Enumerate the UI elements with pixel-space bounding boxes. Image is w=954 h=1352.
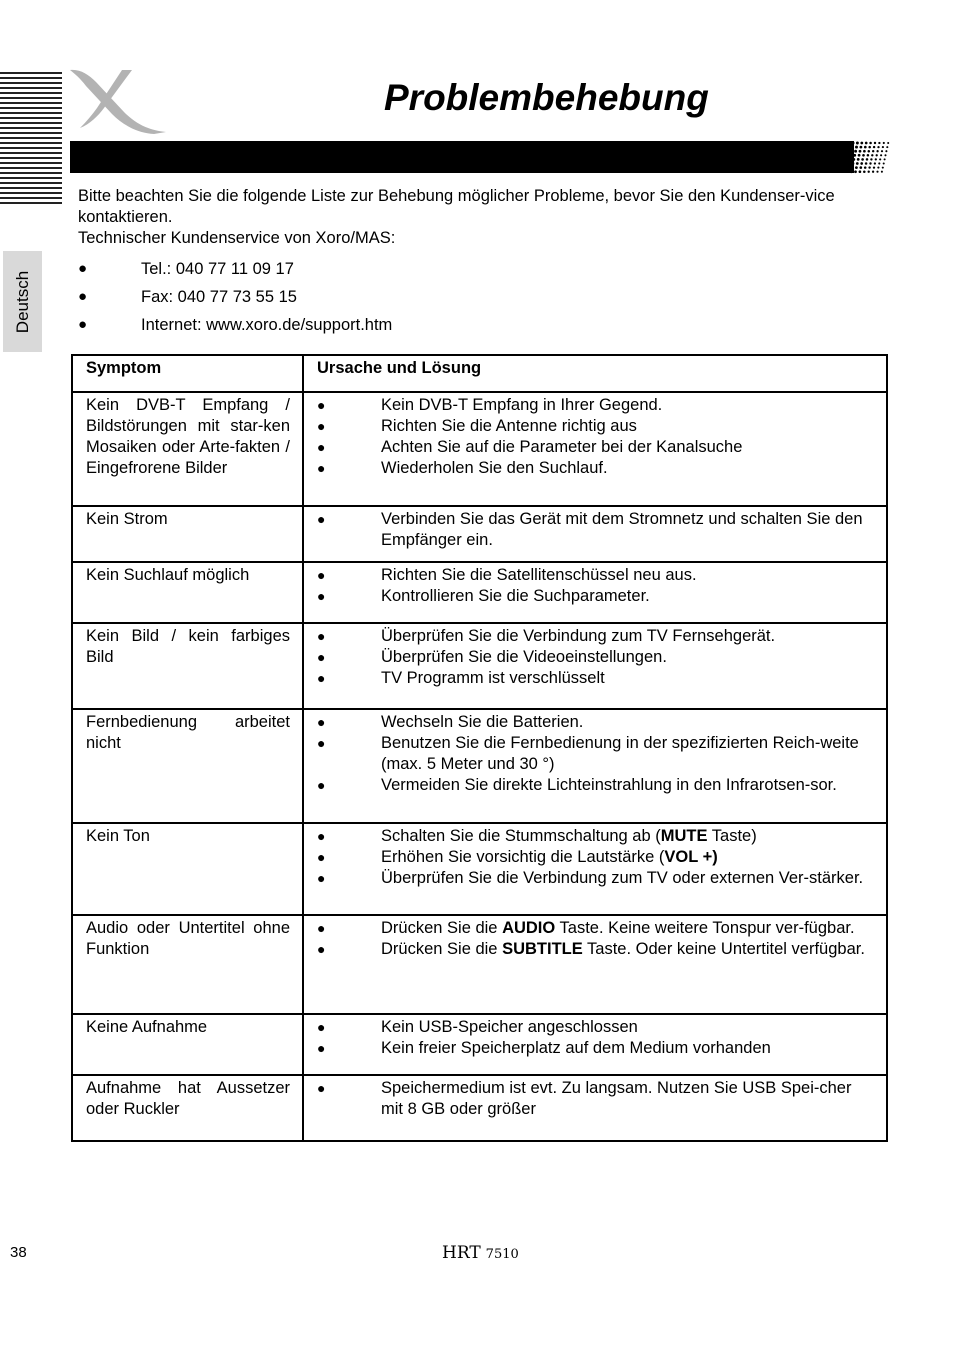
solution-item: [317, 416, 866, 437]
solution-list: [317, 509, 866, 551]
bullet-icon: ●: [317, 460, 326, 476]
bullet-icon: ●: [317, 828, 326, 844]
contact-fax-text: Fax: 040 77 73 55 15: [141, 288, 297, 306]
bullet-icon: ●: [317, 1080, 326, 1096]
solution-cell: [303, 506, 887, 562]
solution-list: [317, 395, 866, 479]
contact-phone-text: Tel.: 040 77 11 09 17: [141, 260, 294, 278]
table-row: [72, 1075, 887, 1141]
contact-fax: [78, 283, 888, 311]
bullet-icon: ●: [317, 849, 326, 865]
bullet-icon: ●: [78, 260, 88, 277]
solution-text: Verbinden Sie das Gerät mit dem Stromnetz und schalten Sie den Empfänger ein.: [381, 510, 863, 549]
solution-list: [317, 565, 866, 607]
solution-text: Kein freier Speicherplatz auf dem Medium vorhanden: [381, 1039, 771, 1057]
header-solution: Ursache und Lösung: [303, 355, 887, 392]
solution-text: Taste. Oder keine Untertitel verfügbar.: [582, 940, 865, 958]
solution-item: [317, 395, 866, 416]
solution-item: [317, 868, 866, 889]
bullet-icon: ●: [317, 649, 326, 665]
solution-cell: [303, 392, 887, 506]
symptom-cell: Audio oder Untertitel ohne Funktion: [72, 915, 303, 1014]
model-number: 7510: [485, 1247, 519, 1262]
solution-text: Speichermedium ist evt. Zu langsam. Nutzen Sie USB Spei-cher mit 8 GB oder größer: [381, 1079, 852, 1118]
solution-item: [317, 939, 866, 960]
solution-key-name: SUBTITLE: [502, 940, 583, 958]
solution-cell: [303, 623, 887, 709]
solution-item: [317, 733, 866, 775]
dot-pattern-icon: [850, 140, 892, 174]
solution-text: Erhöhen Sie vorsichtig die Lautstärke (: [381, 848, 665, 866]
symptom-cell: Kein DVB-T Empfang / Bildstörungen mit star-ken Mosaiken oder Arte-fakten / Eingefrorene Bilder: [72, 392, 303, 506]
language-tab-label: Deutsch: [12, 270, 32, 333]
solution-text: Taste. Keine weitere Tonspur ver-fügbar.: [555, 919, 855, 937]
contact-list: [78, 255, 888, 339]
bullet-icon: ●: [317, 567, 326, 583]
solution-text: Überprüfen Sie die Videoeinstellungen.: [381, 648, 667, 666]
solution-item: [317, 437, 866, 458]
solution-item: [317, 1038, 866, 1059]
bullet-icon: ●: [317, 735, 326, 751]
bullet-icon: ●: [317, 628, 326, 644]
bullet-icon: ●: [317, 1019, 326, 1035]
solution-cell: [303, 562, 887, 623]
solution-item: [317, 775, 866, 796]
title-bar: [70, 141, 854, 173]
solution-text: Richten Sie die Satellitenschüssel neu aus.: [381, 566, 697, 584]
table-row: [72, 1014, 887, 1075]
intro-paragraph: Bitte beachten Sie die folgende Liste zur Behebung möglicher Probleme, bevor Sie den Kundenser-vice kontaktieren.: [78, 187, 835, 226]
model-name: [442, 1243, 519, 1263]
solution-item: [317, 668, 866, 689]
solution-item: [317, 458, 866, 479]
intro-section: [78, 186, 888, 339]
solution-item: [317, 647, 866, 668]
solution-cell: [303, 1014, 887, 1075]
solution-text: Achten Sie auf die Parameter bei der Kanalsuche: [381, 438, 743, 456]
solution-item: [317, 826, 866, 847]
solution-cell: [303, 915, 887, 1014]
contact-internet-text: Internet: www.xoro.de/support.htm: [141, 316, 393, 334]
solution-list: [317, 1078, 866, 1120]
solution-key-name: VOL +): [664, 848, 718, 866]
solution-text: Taste): [707, 827, 757, 845]
symptom-cell: Kein Bild / kein farbiges Bild: [72, 623, 303, 709]
bullet-icon: ●: [317, 920, 326, 936]
bullet-icon: ●: [317, 418, 326, 434]
page-title: Problembehebung: [384, 77, 709, 118]
table-row: [72, 823, 887, 915]
solution-item: [317, 712, 866, 733]
contact-internet: [78, 311, 888, 339]
symptom-cell: Aufnahme hat Aussetzer oder Ruckler: [72, 1075, 303, 1141]
language-tab: [3, 251, 42, 352]
troubleshooting-table: [71, 354, 888, 1142]
header-symptom: Symptom: [72, 355, 303, 392]
solution-text: Schalten Sie die Stummschaltung ab (: [381, 827, 661, 845]
solution-key-name: AUDIO: [502, 919, 556, 937]
solution-item: [317, 847, 866, 868]
solution-item: [317, 565, 866, 586]
solution-list: [317, 1017, 866, 1059]
bullet-icon: ●: [317, 511, 326, 527]
table-header-row: [72, 355, 887, 392]
solution-list: [317, 712, 866, 796]
solution-item: [317, 626, 866, 647]
bullet-icon: ●: [78, 288, 88, 305]
bullet-icon: ●: [317, 714, 326, 730]
bullet-icon: ●: [317, 588, 326, 604]
solution-item: [317, 1017, 866, 1038]
solution-cell: [303, 709, 887, 823]
table-row: [72, 562, 887, 623]
symptom-cell: Kein Ton: [72, 823, 303, 915]
solution-text: TV Programm ist verschlüsselt: [381, 669, 605, 687]
solution-list: [317, 918, 866, 960]
solution-text: Kontrollieren Sie die Suchparameter.: [381, 587, 650, 605]
bullet-icon: ●: [317, 397, 326, 413]
table-row: [72, 392, 887, 506]
solution-cell: [303, 823, 887, 915]
solution-list: [317, 826, 866, 889]
header-stripes: [0, 72, 62, 206]
model-name-text: HRT: [442, 1243, 481, 1263]
solution-item: [317, 918, 866, 939]
service-line: Technischer Kundenservice von Xoro/MAS:: [78, 229, 396, 247]
solution-text: Drücken Sie die: [381, 940, 503, 958]
bullet-icon: ●: [317, 777, 326, 793]
solution-list: [317, 626, 866, 689]
contact-phone: [78, 255, 888, 283]
solution-item: [317, 509, 866, 551]
bullet-icon: ●: [317, 870, 326, 886]
symptom-cell: Keine Aufnahme: [72, 1014, 303, 1075]
xoro-logo-icon: [66, 66, 168, 136]
solution-item: [317, 586, 866, 607]
symptom-cell: Kein Strom: [72, 506, 303, 562]
table-row: [72, 709, 887, 823]
bullet-icon: ●: [317, 439, 326, 455]
solution-item: [317, 1078, 866, 1120]
solution-text: Vermeiden Sie direkte Lichteinstrahlung in den Infrarotsen-sor.: [381, 776, 837, 794]
symptom-cell: Fernbedienung arbeitet nicht: [72, 709, 303, 823]
solution-text: Überprüfen Sie die Verbindung zum TV oder externen Ver-stärker.: [381, 869, 864, 887]
bullet-icon: ●: [317, 1040, 326, 1056]
bullet-icon: ●: [317, 670, 326, 686]
table-row: [72, 506, 887, 562]
solution-text: Überprüfen Sie die Verbindung zum TV Fernsehgerät.: [381, 627, 776, 645]
solution-text: Drücken Sie die: [381, 919, 503, 937]
solution-text: Wechseln Sie die Batterien.: [381, 713, 584, 731]
solution-text: Kein USB-Speicher angeschlossen: [381, 1018, 638, 1036]
solution-text: Richten Sie die Antenne richtig aus: [381, 417, 637, 435]
solution-text: Kein DVB-T Empfang in Ihrer Gegend.: [381, 396, 663, 414]
solution-text: Benutzen Sie die Fernbedienung in der spezifizierten Reich-weite (max. 5 Meter und 30 °): [381, 734, 859, 773]
page-number: 38: [10, 1244, 27, 1261]
bullet-icon: ●: [317, 941, 326, 957]
bullet-icon: ●: [78, 316, 88, 333]
solution-text: Wiederholen Sie den Suchlauf.: [381, 459, 608, 477]
solution-cell: [303, 1075, 887, 1141]
table-row: [72, 623, 887, 709]
solution-key-name: MUTE: [660, 827, 708, 845]
symptom-cell: Kein Suchlauf möglich: [72, 562, 303, 623]
table-row: [72, 915, 887, 1014]
